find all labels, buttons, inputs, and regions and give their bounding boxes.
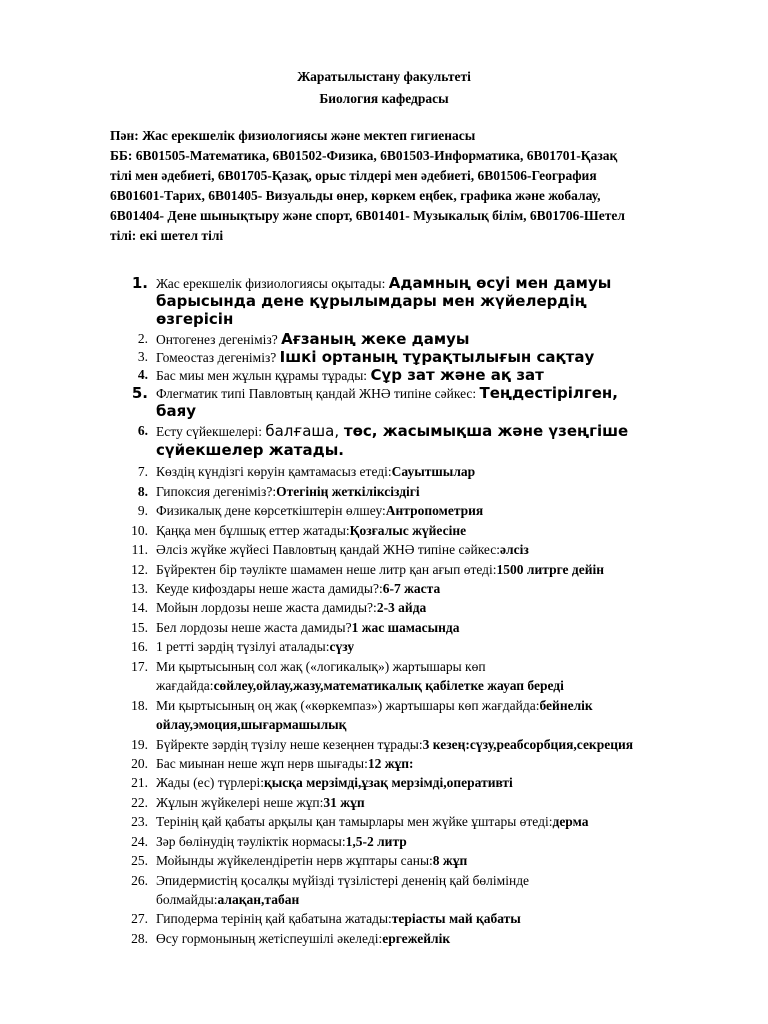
question-number: 22.: [131, 795, 148, 810]
programs-line-5: тілі: екі шетел тілі: [110, 228, 224, 243]
answer-text: теріасты май қабаты: [391, 911, 521, 926]
answer-text: Теңдестірілген,: [479, 384, 618, 402]
question-text: Жұлын жүйкелері неше жұп:: [156, 795, 324, 810]
question-number: 21.: [131, 775, 148, 790]
answer-text: сөйлеу,ойлау,жазу,математикалық қабілетке жауап береді: [213, 678, 564, 693]
question-text: Гиподерма терінің қай қабатына жатады:: [156, 911, 392, 926]
question-text: Онтогенез дегеніміз?: [156, 332, 282, 347]
question-number: 6.: [137, 423, 148, 438]
question-number: 9.: [137, 503, 148, 518]
faculty-title: Жаратылыстану факультеті: [297, 69, 471, 84]
question-number: 8.: [137, 484, 148, 499]
question-text: Зәр бөлінудің тәуліктік нормасы:: [156, 834, 346, 849]
question-number: 2.: [137, 331, 148, 346]
answer-text: Отегінің жеткіліксіздігі: [276, 484, 420, 499]
answer-text: 1 жас шамасында: [351, 620, 460, 635]
programs-line-4: 6В01404- Дене шынықтыру және спорт, 6В01401- Музыкалық білім, 6В01706-Шетел: [110, 208, 625, 223]
question-text: Физикалық дене көрсеткіштерін өлшеу:: [156, 503, 386, 518]
question-number: 10.: [131, 523, 148, 538]
answer-text: Антропометрия: [385, 503, 484, 518]
question-number: 14.: [131, 600, 148, 615]
question-number: 16.: [131, 639, 148, 654]
question-text: Гипоксия дегеніміз?:: [156, 484, 277, 499]
answer-text: алақан,табан: [217, 892, 300, 907]
question-number: 11.: [131, 542, 148, 557]
answer-text: төс, жасымықша және үзеңгіше: [343, 422, 629, 440]
answer-part: балғаша,: [265, 422, 344, 440]
question-text: Көздің күндізгі көруін қамтамасыз етеді:: [156, 464, 392, 479]
question-number: 15.: [131, 620, 148, 635]
answer-text: 31 жұп: [323, 795, 365, 810]
question-text: Қаңқа мен бұлшық еттер жатады:: [156, 523, 350, 538]
programs-line-1: ББ: 6В01505-Математика, 6В01502-Физика, 6В01503-Информатика, 6В01701-Қазақ: [110, 148, 618, 163]
question-number: 13.: [131, 581, 148, 596]
question-number: 28.: [131, 931, 148, 946]
question-text: Флегматик типі Павловтың қандай ЖНӘ типіне сәйкес:: [156, 386, 480, 401]
question-text: болмайды:: [156, 892, 218, 907]
answer-text: 1500 литрге дейін: [496, 562, 605, 577]
question-text: Ми қыртысының сол жақ («логикалық») жартышары көп: [156, 659, 486, 674]
question-text: Терінің қай қабаты арқылы қан тамырлары мен жүйке ұштары өтеді:: [156, 814, 553, 829]
question-number: 7.: [137, 464, 148, 479]
question-number: 20.: [131, 756, 148, 771]
answer-text: 6-7 жаста: [382, 581, 441, 596]
question-text: Эпидермистің қосалқы мүйізді түзілістері дененің қай бөлімінде: [156, 873, 530, 888]
answer-text: Сауытшылар: [391, 464, 476, 479]
answer-text: 2-3 айда: [376, 600, 427, 615]
answer-text: дерма: [552, 814, 589, 829]
answer-text: Ішкі ортаның тұрақтылығын сақтау: [279, 348, 595, 366]
question-text: Кеуде кифоздары неше жаста дамиды?:: [156, 581, 383, 596]
answer-text: қысқа мерзімді,ұзақ мерзімді,оперативті: [263, 775, 513, 790]
question-number: 27.: [131, 911, 148, 926]
question-continuation: [156, 891, 299, 909]
question-text: Жады (ес) түрлері:: [156, 775, 264, 790]
answer-text: сүзу: [329, 639, 355, 654]
programs-line-3: 6В01601-Тарих, 6В01405- Визуальды өнер, көркем еңбек, графика және жобалау,: [110, 188, 601, 203]
programs-line-2: тілі мен әдебиеті, 6В01705-Қазақ, орыс тілдері мен әдебиеті, 6В01506-География: [110, 168, 597, 183]
department-title: Биология кафедрасы: [319, 91, 449, 106]
question-number: 4.: [137, 367, 148, 382]
answer-continuation: ойлау,эмоция,шығармашылық: [156, 717, 347, 732]
question-text: Мойын лордозы неше жаста дамиды?:: [156, 600, 377, 615]
subject-line: Пән: Жас ерекшелік физиологиясы және мектеп гигиенасы: [110, 128, 476, 143]
answer-continuation: өзгерісін: [156, 310, 234, 328]
question-text: Мойынды жүйкелендіретін нерв жұптары саны:: [156, 853, 433, 868]
question-text: Бас миы мен жұлын құрамы тұрады:: [156, 368, 371, 383]
answer-continuation: барысында дене құрылымдары мен жүйелердің: [156, 292, 587, 310]
question-number: 19.: [131, 737, 148, 752]
answer-text: ергежейлік: [382, 931, 451, 946]
answer-text: 8 жұп: [432, 853, 468, 868]
question-number: 25.: [131, 853, 148, 868]
answer-text: Ағзаның жеке дамуы: [281, 330, 470, 348]
question-number: 5.: [131, 384, 148, 402]
answer-continuation: баяу: [156, 402, 197, 420]
question-number: 23.: [131, 814, 148, 829]
question-number: 17.: [131, 659, 148, 674]
answer-text: 1,5-2 литр: [345, 834, 407, 849]
question-number: 3.: [137, 349, 148, 364]
question-number: 24.: [131, 834, 148, 849]
answer-text: Қозғалыс жүйесіне: [349, 523, 467, 538]
question-number: 12.: [131, 562, 148, 577]
answer-tail: :: [409, 756, 414, 771]
question-text: Бел лордозы неше жаста дамиды?: [156, 620, 352, 635]
question-text: 1 ретті зәрдің түзілуі аталады:: [156, 639, 330, 654]
answer-continuation: сүйекшелер жатады.: [156, 441, 344, 459]
question-text: Бүйректе зәрдің түзілу неше кезеңнен тұрады:: [156, 737, 423, 752]
question-text: жағдайда:: [156, 678, 214, 693]
question-text: Жас ерекшелік физиологиясы оқытады:: [156, 276, 389, 291]
answer-text: 3 кезең:сүзу,реабсорбция,секреция: [422, 737, 634, 752]
question-text: Өсу гормонының жетіспеушілі әкеледі:: [156, 931, 383, 946]
question-text: Ми қыртысының оң жақ («көркемпаз») жартышары көп жағдайда:: [156, 698, 540, 713]
answer-text: 12 жұп: [367, 756, 410, 771]
answer-text: Сұр зат және ақ зат: [370, 366, 544, 384]
answer-text: әлсіз: [500, 542, 529, 557]
question-continuation: [156, 677, 564, 695]
question-number: 18.: [131, 698, 148, 713]
question-text: Бас миынан неше жұп нерв шығады:: [156, 756, 368, 771]
question-number: 1.: [131, 274, 148, 292]
question-text: Әлсіз жүйке жүйесі Павловтың қандай ЖНӘ типіне сәйкес:: [156, 542, 501, 557]
question-text: Бүйректен бір тәулікте шамамен неше литр қан ағып өтеді:: [156, 562, 497, 577]
question-text: Гомеостаз дегеніміз?: [156, 350, 280, 365]
question-text: Есту сүйекшелері:: [156, 424, 266, 439]
question-number: 26.: [131, 873, 148, 888]
answer-text: Адамның өсуі мен дамуы: [388, 274, 612, 292]
answer-text: бейнелік: [539, 698, 593, 713]
